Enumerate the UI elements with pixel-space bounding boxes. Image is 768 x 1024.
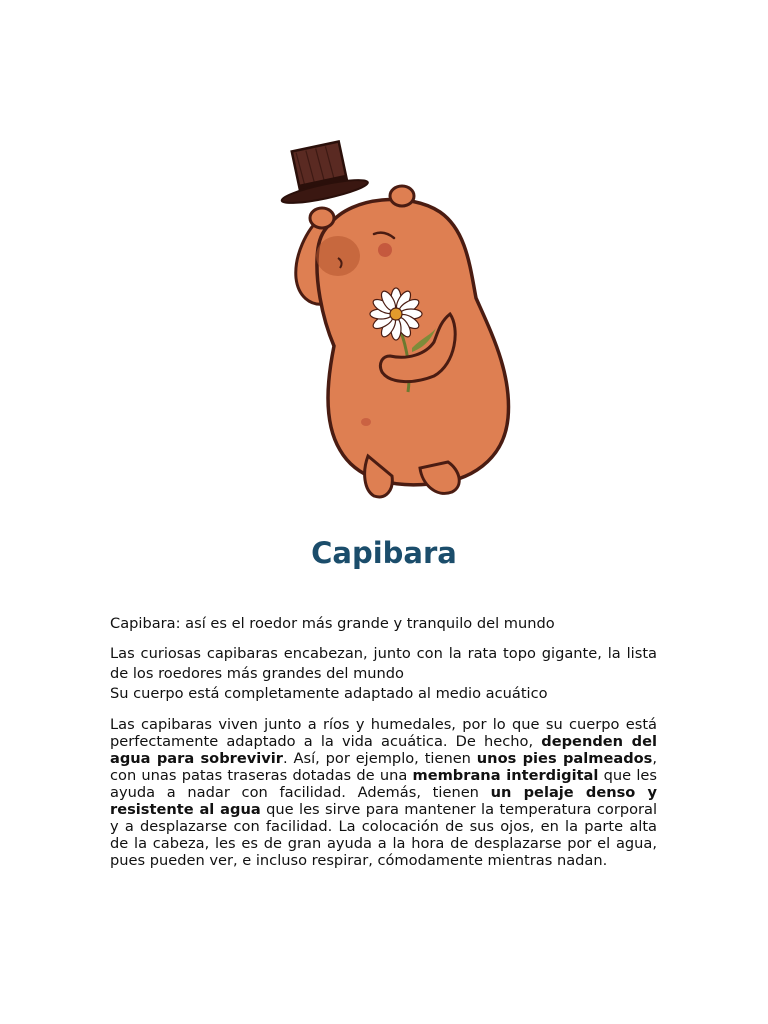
paw (310, 208, 334, 228)
third-paragraph: Su cuerpo está completamente adaptado al medio acuático (110, 685, 548, 702)
body-text: , con unas patas traseras dotadas de una (110, 750, 657, 784)
body-text: que les sirve para mantener la temperatura corporal y a desplazarse con facilidad. La colocación de sus ojos, en la parte alta de la cabeza, les es de gran ayuda a la hora de desplazarse por el agua, pues pueden ver, e incluso respirar, cómodamente mientras nadan. (110, 801, 658, 869)
bold-phrase: dependen del agua para sobrevivir (110, 733, 657, 767)
page-title: Capibara (311, 536, 457, 570)
bold-phrase: un pelaje denso y resistente al agua (110, 784, 657, 818)
second-paragraph: Las curiosas capibaras encabezan, junto con la rata topo gigante, la lista de los roedores más grandes del mundo (110, 645, 657, 682)
top-hat (272, 138, 369, 207)
body-text: . Así, por ejemplo, tienen (282, 750, 477, 767)
intro-paragraph: Capibara: así es el roedor más grande y tranquilo del mundo (110, 615, 555, 632)
body-text: que les ayuda a nadar con facilidad. Además, tienen (110, 767, 657, 801)
belly-spot (361, 418, 371, 426)
document-body (110, 614, 657, 869)
body-text: Las capibaras viven junto a ríos y humedales, por lo que su cuerpo está perfectamente adaptado a la vida acuática. De hecho, (110, 716, 657, 750)
cheek-blush (316, 236, 360, 276)
bold-phrase: unos pies palmeados (476, 750, 653, 767)
right-leg (420, 462, 459, 493)
main-paragraph (110, 716, 657, 869)
eye (378, 243, 392, 257)
ear (390, 186, 414, 206)
bold-phrase: membrana interdigital (412, 767, 599, 784)
capybara-illustration (270, 138, 520, 510)
